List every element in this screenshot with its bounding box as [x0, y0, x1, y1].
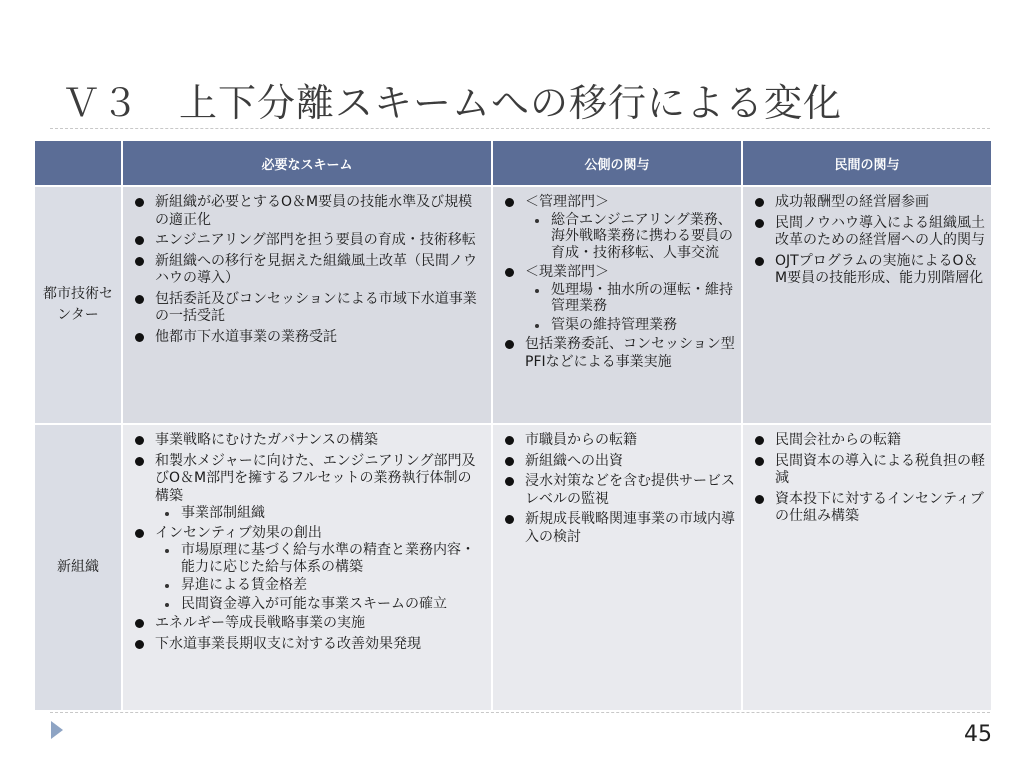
- column-header-required: 必要なスキーム: [122, 140, 492, 186]
- list-item: [749, 194, 985, 212]
- sub-bullet-icon: [535, 219, 539, 223]
- list-item: [749, 215, 985, 250]
- list-item-text: 下水道事業長期収支に対する改善効果発現: [155, 635, 421, 652]
- list-item: [129, 329, 485, 347]
- bullet-icon: [505, 477, 514, 486]
- sub-list-item: [155, 596, 485, 613]
- cell-public: [492, 424, 742, 711]
- list-item-text: ＜現業部門＞: [525, 264, 609, 280]
- list-item: [499, 473, 735, 508]
- sub-list-item: [525, 212, 735, 262]
- list-item: [129, 253, 485, 288]
- bullet-icon: [135, 529, 144, 538]
- list-item: [499, 511, 735, 546]
- list-item: [129, 615, 485, 633]
- bullet-list: [129, 194, 485, 346]
- bullet-icon: [505, 457, 514, 466]
- bullet-icon: [505, 436, 514, 445]
- sub-list-item: [155, 577, 485, 594]
- list-item-text: 資本投下に対するインセンティブの仕組み構築: [775, 490, 984, 524]
- bullet-icon: [135, 333, 144, 342]
- page-number: 45: [964, 722, 992, 747]
- sub-bullet-icon: [165, 584, 169, 588]
- sub-bullet-icon: [165, 603, 169, 607]
- bullet-list: [749, 194, 985, 288]
- list-item: [749, 253, 985, 288]
- bullet-icon: [755, 198, 764, 207]
- list-item: [499, 453, 735, 471]
- list-item-text: 浸水対策などを含む提供サービスレベルの監視: [525, 473, 735, 507]
- bullet-icon: [755, 457, 764, 466]
- list-item-text: 和製水メジャーに向けた、エンジニアリング部門及びO＆M部門を擁するフルセットの業務執行体制の構築: [155, 452, 476, 504]
- list-item-text: エネルギー等成長戦略事業の実施: [155, 615, 365, 631]
- list-item-text: ＜管理部門＞: [525, 194, 609, 210]
- sub-list: [525, 212, 735, 262]
- list-item: [499, 194, 735, 261]
- bullet-icon: [755, 257, 764, 266]
- list-item-text: 新組織への出資: [525, 452, 623, 469]
- bullet-icon: [505, 268, 514, 277]
- list-item: [129, 432, 485, 450]
- list-item: [129, 232, 485, 250]
- sub-list-item: [525, 317, 735, 334]
- list-item: [129, 291, 485, 326]
- list-item: [129, 525, 485, 613]
- sub-list-item: [525, 282, 735, 315]
- bullet-icon: [135, 257, 144, 266]
- bullet-icon: [135, 198, 144, 207]
- list-item: [749, 453, 985, 488]
- bullet-icon: [505, 515, 514, 524]
- triangle-marker-icon: [51, 721, 63, 739]
- list-item-text: 事業戦略にむけたガバナンスの構築: [155, 432, 378, 448]
- bullet-icon: [135, 640, 144, 649]
- sub-bullet-icon: [165, 549, 169, 553]
- bullet-icon: [135, 457, 144, 466]
- table-row: [34, 186, 992, 424]
- list-item-text: インセンティブ効果の創出: [155, 524, 322, 541]
- list-item: [129, 194, 485, 229]
- sub-bullet-icon: [535, 289, 539, 293]
- bullet-icon: [755, 219, 764, 228]
- footer-divider: [50, 712, 990, 713]
- slide-title: Ｖ３ 上下分離スキームへの移行による変化: [62, 81, 843, 125]
- cell-required: [122, 424, 492, 711]
- list-item-text: 民間ノウハウ導入による組織風土改革のための経営層への人的関与: [775, 214, 985, 248]
- sub-bullet-icon: [165, 512, 169, 516]
- bullet-icon: [755, 495, 764, 504]
- list-item: [129, 453, 485, 522]
- list-item-text: 新組織が必要とするO＆M要員の技能水準及び規模の適正化: [155, 194, 473, 228]
- bullet-list: [499, 194, 735, 371]
- list-item-text: 包括業務委託、コンセッション型PFIなどによる事業実施: [525, 336, 735, 370]
- scheme-table: [33, 139, 993, 712]
- bullet-icon: [135, 436, 144, 445]
- list-item: [749, 432, 985, 450]
- column-header-private: 民間の関与: [742, 140, 992, 186]
- sub-list-item: [155, 505, 485, 522]
- sub-list-item-text: 事業部制組織: [181, 505, 265, 521]
- list-item-text: 市職員からの転籍: [525, 432, 637, 448]
- sub-list-item-text: 民間資金導入が可能な事業スキームの確立: [181, 595, 447, 612]
- sub-list: [155, 542, 485, 612]
- list-item-text: OJTプログラムの実施によるO＆M要員の技能形成、能力別階層化: [775, 252, 984, 286]
- cell-required: [122, 186, 492, 424]
- sub-list-item-text: 管渠の維持管理業務: [551, 316, 677, 333]
- list-item-text: 成功報酬型の経営層参画: [775, 194, 929, 210]
- sub-list-item-text: 処理場・抽水所の運転・維持管理業務: [551, 281, 733, 314]
- bullet-list: [129, 432, 485, 653]
- list-item: [499, 432, 735, 450]
- table-header-row: [34, 140, 992, 186]
- list-item: [749, 491, 985, 526]
- bullet-icon: [135, 619, 144, 628]
- cell-public: [492, 186, 742, 424]
- sub-list: [155, 505, 485, 522]
- list-item-text: 民間会社からの転籍: [775, 432, 901, 448]
- row-header: 都市技術センター: [34, 186, 122, 424]
- bullet-list: [749, 432, 985, 526]
- header-blank-cell: [34, 140, 122, 186]
- table-row: [34, 424, 992, 711]
- bullet-icon: [755, 436, 764, 445]
- list-item-text: エンジニアリング部門を担う要員の育成・技術移転: [155, 232, 476, 248]
- list-item-text: 包括委託及びコンセッションによる市域下水道事業の一括受託: [155, 290, 477, 324]
- bullet-icon: [135, 295, 144, 304]
- list-item: [499, 264, 735, 333]
- sub-bullet-icon: [535, 324, 539, 328]
- cell-private: [742, 186, 992, 424]
- title-divider: [50, 128, 990, 129]
- sub-list-item: [155, 542, 485, 575]
- bullet-icon: [505, 340, 514, 349]
- list-item-text: 他都市下水道事業の業務受託: [155, 328, 337, 345]
- sub-list-item-text: 総合エンジニアリング業務、海外戦略業務に携わる要員の育成・技術移転、人事交流: [551, 211, 733, 261]
- sub-list-item-text: 昇進による賃金格差: [181, 577, 307, 593]
- cell-private: [742, 424, 992, 711]
- bullet-icon: [135, 236, 144, 245]
- row-header: 新組織: [34, 424, 122, 711]
- sub-list-item-text: 市場原理に基づく給与水準の精査と業務内容・能力に応じた給与体系の構築: [181, 542, 475, 575]
- column-header-public: 公側の関与: [492, 140, 742, 186]
- list-item-text: 新規成長戦略関連事業の市域内導入の検討: [525, 511, 735, 545]
- bullet-icon: [505, 198, 514, 207]
- list-item-text: 民間資本の導入による税負担の軽減: [775, 452, 985, 486]
- sub-list: [525, 282, 735, 334]
- list-item-text: 新組織への移行を見据えた組織風土改革（民間ノウハウの導入）: [155, 252, 477, 286]
- bullet-list: [499, 432, 735, 546]
- list-item: [499, 336, 735, 371]
- list-item: [129, 636, 485, 654]
